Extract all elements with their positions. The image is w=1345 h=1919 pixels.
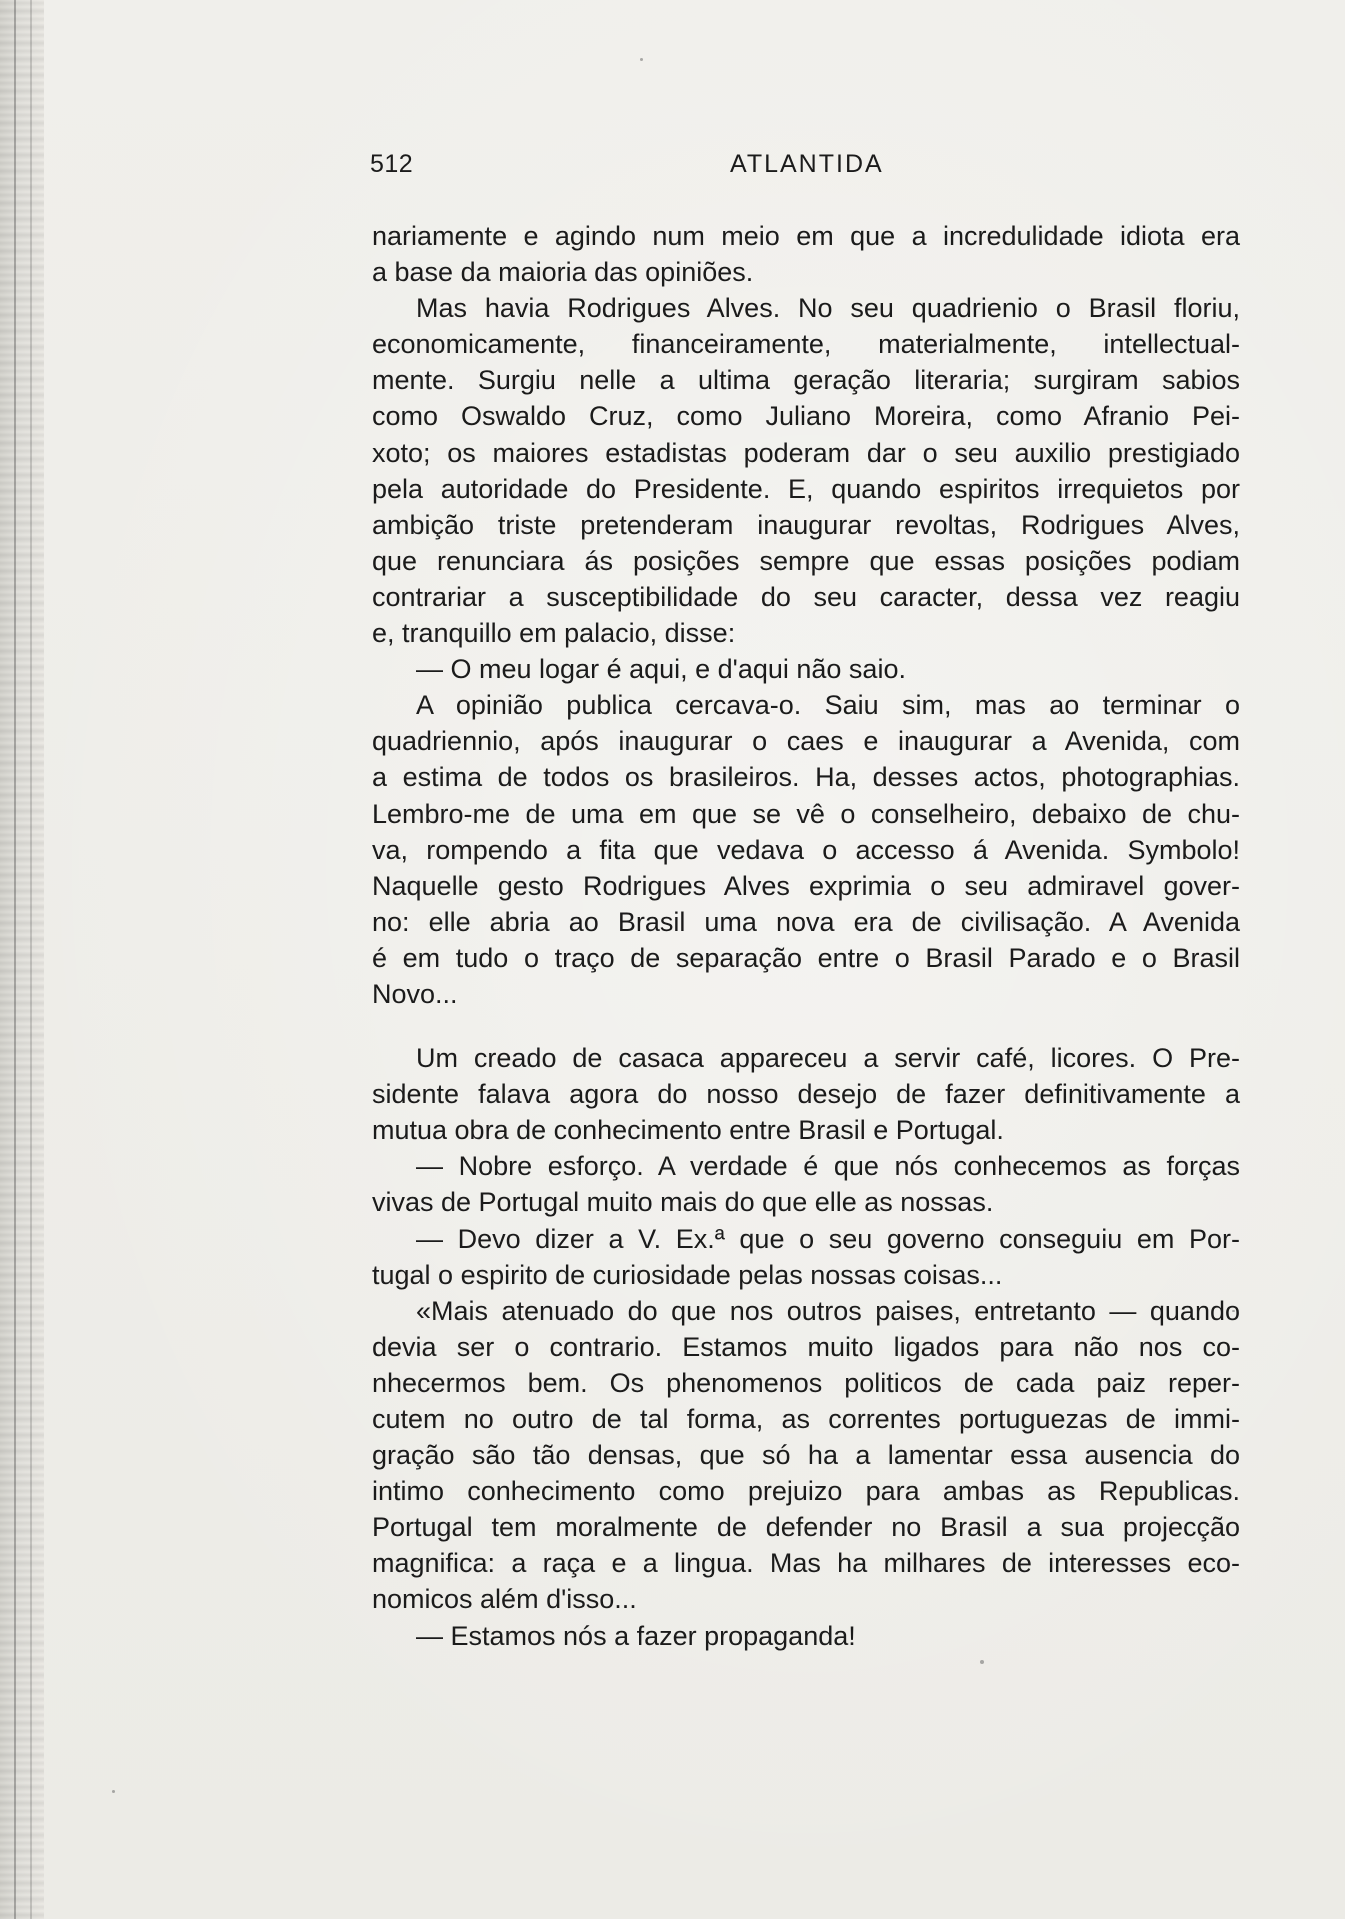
text-line: Portugal tem moralmente de defender no Brasil a sua projecção <box>372 1512 1240 1543</box>
text-line: Um creado de casaca appareceu a servir café, licores. O Pre- <box>416 1043 1240 1074</box>
text-line: Novo... <box>372 978 458 1009</box>
text-line: gração são tão densas, que só ha a lamentar essa ausencia do <box>372 1440 1240 1471</box>
text-line: que renunciara ás posições sempre que essas posições podiam <box>372 545 1240 576</box>
text-line: intimo conhecimento como prejuizo para ambas as Republicas. <box>372 1476 1240 1507</box>
journal-title: ATLANTIDA <box>730 150 884 178</box>
text-line: nomicos além d'isso... <box>372 1584 637 1615</box>
text-line: economicamente, financeiramente, materialmente, intellectual- <box>372 329 1240 360</box>
text-line: contrariar a susceptibilidade do seu caracter, dessa vez reagiu <box>372 581 1240 612</box>
text-line: Naquelle gesto Rodrigues Alves exprimia o seu admiravel gover- <box>372 870 1240 901</box>
page-binding-edge <box>0 0 44 1919</box>
text-line: é em tudo o traço de separação entre o Brasil Parado e o Brasil <box>372 942 1240 973</box>
text-line: devia ser o contrario. Estamos muito ligados para não nos co- <box>372 1331 1240 1362</box>
page-number: 512 <box>370 150 414 178</box>
text-line: quadriennio, após inaugurar o caes e inaugurar a Avenida, com <box>372 726 1240 757</box>
text-line: pela autoridade do Presidente. E, quando espiritos irrequietos por <box>372 473 1240 504</box>
text-line: no: elle abria ao Brasil uma nova era de civilisação. A Avenida <box>372 906 1240 937</box>
text-line: «Mais atenuado do que nos outros paises, entretanto — quando <box>416 1295 1240 1326</box>
text-line: nhecermos bem. Os phenomenos politicos de cada paiz reper- <box>372 1367 1240 1398</box>
body-text <box>372 218 1240 1654</box>
text-line: Mas havia Rodrigues Alves. No seu quadrienio o Brasil floriu, <box>416 293 1240 324</box>
text-line: tugal o espirito de curiosidade pelas nossas coisas... <box>372 1259 1003 1290</box>
text-line: como Oswaldo Cruz, como Juliano Moreira, como Afranio Pei- <box>372 401 1240 432</box>
text-line: sidente falava agora do nosso desejo de fazer definitivamente a <box>372 1079 1240 1110</box>
running-head <box>370 150 1250 190</box>
text-line: e, tranquillo em palacio, disse: <box>372 618 736 649</box>
binding-rule <box>14 0 16 1919</box>
text-line: mutua obra de conhecimento entre Brasil e Portugal. <box>372 1115 1004 1146</box>
text-line: — Estamos nós a fazer propaganda! <box>416 1620 856 1651</box>
text-line: — Devo dizer a V. Ex.ª que o seu governo conseguiu em Por- <box>416 1223 1240 1254</box>
text-line: nariamente e agindo num meio em que a incredulidade idiota era <box>372 221 1240 251</box>
text-line: mente. Surgiu nelle a ultima geração literaria; surgiram sabios <box>372 365 1240 396</box>
text-line: Lembro-me de uma em que se vê o conselheiro, debaixo de chu- <box>372 798 1240 829</box>
text-line: A opinião publica cercava-o. Saiu sim, mas ao terminar o <box>416 690 1240 721</box>
text-line: a estima de todos os brasileiros. Ha, desses actos, photographias. <box>372 762 1240 793</box>
text-line: magnifica: a raça e a lingua. Mas ha milhares de interesses eco- <box>372 1548 1240 1579</box>
text-line: cutem no outro de tal forma, as correntes portuguezas de immi- <box>372 1404 1240 1434</box>
text-line: a base da maioria das opiniões. <box>372 257 754 288</box>
text-line: va, rompendo a fita que vedava o accesso á Avenida. Symbolo! <box>372 834 1240 865</box>
text-line: ambição triste pretenderam inaugurar revoltas, Rodrigues Alves, <box>372 509 1240 540</box>
text-line: vivas de Portugal muito mais do que elle as nossas. <box>372 1187 994 1218</box>
text-line: xoto; os maiores estadistas poderam dar o seu auxilio prestigiado <box>372 437 1240 468</box>
text-line: — Nobre esforço. A verdade é que nós conhecemos as forças <box>416 1151 1240 1182</box>
section-gap <box>372 1012 1240 1040</box>
text-line: — O meu logar é aqui, e d'aqui não saio. <box>416 654 906 685</box>
binding-rule <box>30 0 32 1919</box>
